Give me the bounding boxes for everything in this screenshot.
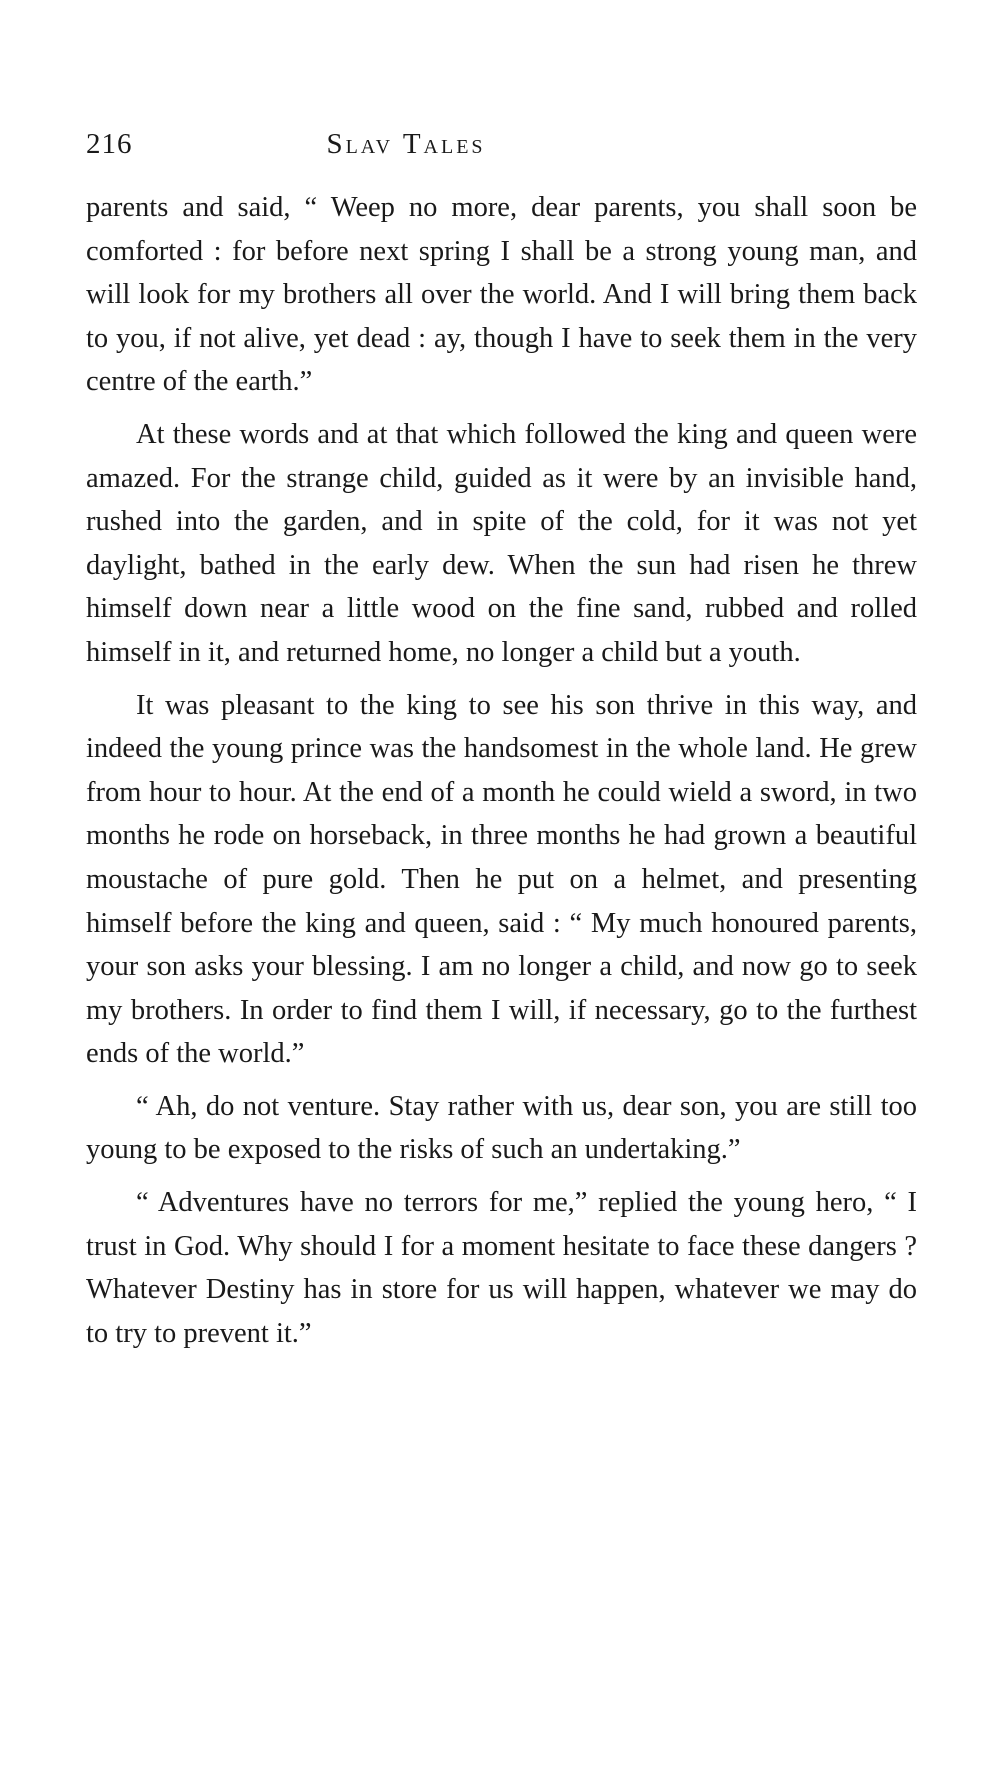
running-head: [86, 128, 916, 168]
running-title: Slav Tales: [326, 128, 486, 160]
page-number: 216: [86, 128, 133, 160]
paragraph: It was pleasant to the king to see his son thrive in this way, and indeed the young prince was the handsomest in the whole land. He grew from hour to hour. At the end of a month he could wield a sword, in two months he rode on horseback, in three months he had grown a beautiful moustache of pure gold. Then he put on a helmet, and presenting himself before the king and queen, said : “ My much honoured parents, your son asks your blessing. I am no longer a child, and now go to seek my brothers. In order to find them I will, if necessary, go to the furthest ends of the world.”: [86, 689, 917, 1070]
paragraph: “ Ah, do not venture. Stay rather with us, dear son, you are still too young to be exposed to the risks of such an undertaking.”: [86, 1090, 917, 1166]
body-text: [86, 186, 917, 1364]
paragraph: parents and said, “ Weep no more, dear parents, you shall soon be comforted : for before next spring I shall be a strong young man, and will look for my brothers all over the world. And I will bring them back to you, if not alive, yet dead : ay, though I have to seek them in the very centre of the earth.”: [86, 192, 917, 398]
paragraph: At these words and at that which followed the king and queen were amazed. For the strange child, guided as it were by an invisible hand, rushed into the garden, and in spite of the cold, for it was not yet daylight, bathed in the early dew. When the sun had risen he threw himself down near a little wood on the fine sand, rubbed and rolled himself in it, and returned home, no longer a child but a youth.: [86, 418, 917, 668]
paragraph: “ Adventures have no terrors for me,” replied the young hero, “ I trust in God. Why should I for a moment hesitate to face these dangers ? Whatever Destiny has in store for us will happen, whatever we may do to try to prevent it.”: [86, 1187, 917, 1349]
